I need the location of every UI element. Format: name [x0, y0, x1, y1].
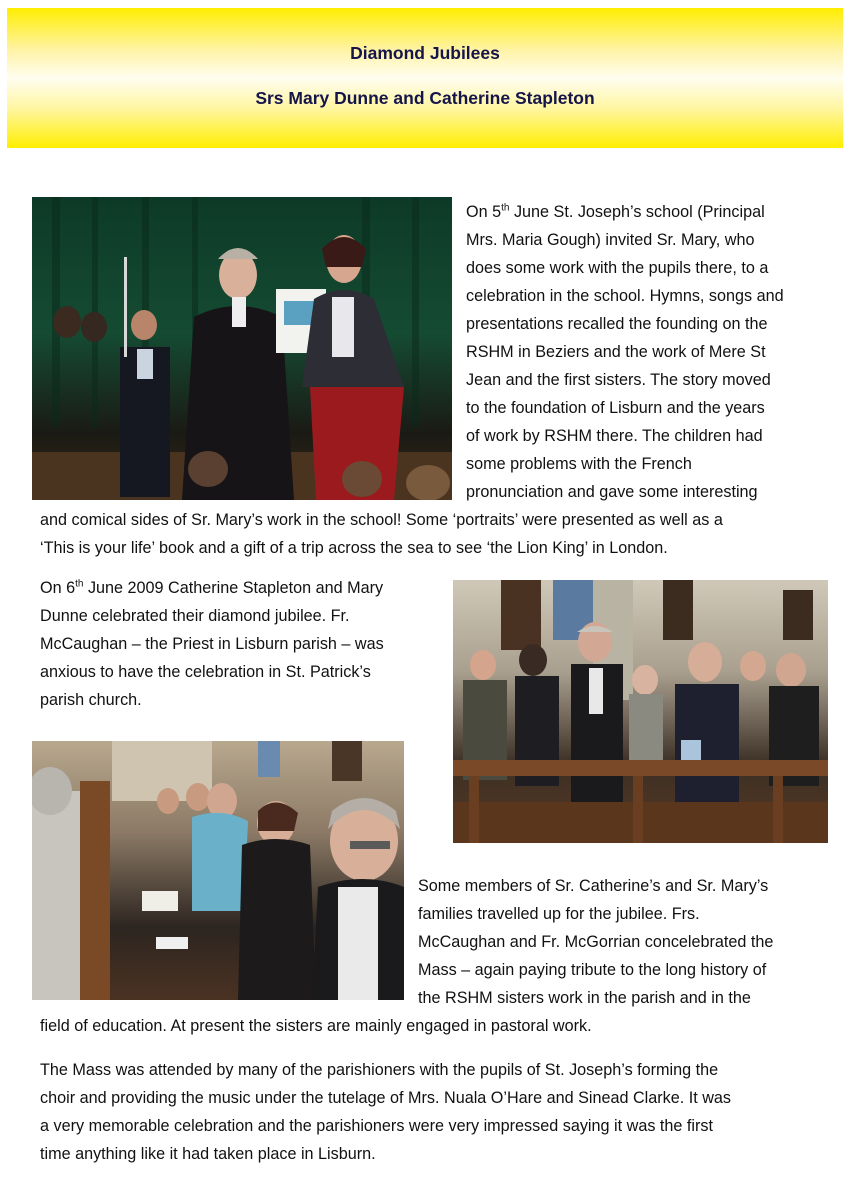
text-line: presentations recalled the founding on the	[466, 315, 768, 333]
text-line: does some work with the pupils there, to a	[466, 259, 769, 277]
section3-continued	[40, 1012, 592, 1040]
page-subtitle: Srs Mary Dunne and Catherine Stapleton	[255, 88, 595, 108]
text-line: a very memorable celebration and the parishioners were very impressed saying it was the first	[40, 1117, 713, 1135]
text-line: The Mass was attended by many of the parishioners with the pupils of St. Joseph’s forming the	[40, 1061, 719, 1079]
text-line: the RSHM sisters work in the parish and in the	[418, 989, 751, 1007]
text-line: RSHM in Beziers and the work of Mere St	[466, 343, 766, 361]
text-line: and comical sides of Sr. Mary’s work in the school! Some ‘portraits’ were presented as well as a	[40, 511, 723, 529]
text-line: of work by RSHM there. The children had	[466, 427, 763, 445]
church-congregation-photo	[453, 580, 828, 843]
text-line: time anything like it had taken place in Lisburn.	[40, 1145, 376, 1163]
text-line: families travelled up for the jubilee. Frs.	[418, 905, 700, 923]
text-line: some problems with the French	[466, 455, 692, 473]
text-line: ‘This is your life’ book and a gift of a trip across the sea to see ‘the Lion King’ in London.	[40, 539, 668, 557]
section2-jubilee	[40, 574, 384, 714]
text-line: choir and providing the music under the tutelage of Mrs. Nuala O’Hare and Sinead Clarke. It was	[40, 1089, 732, 1107]
text-line: pronunciation and gave some interesting	[466, 483, 758, 501]
text-line: field of education. At present the sisters are mainly engaged in pastoral work.	[40, 1017, 592, 1035]
text-line: McCaughan – the Priest in Lisburn parish – was	[40, 635, 384, 653]
text-line: Dunne celebrated their diamond jubilee. Fr.	[40, 607, 350, 625]
text-line: celebration in the school. Hymns, songs and	[466, 287, 784, 305]
school-celebration-photo	[32, 197, 452, 500]
text-line: to the foundation of Lisburn and the years	[466, 399, 765, 417]
section1-intro	[466, 198, 784, 506]
section1-continued	[40, 506, 723, 562]
text-line: Mrs. Maria Gough) invited Sr. Mary, who	[466, 231, 755, 249]
text-line: McCaughan and Fr. McGorrian concelebrated the	[418, 933, 774, 951]
text-line: Some members of Sr. Catherine’s and Sr. Mary’s	[418, 877, 769, 895]
page-title: Diamond Jubilees	[350, 43, 500, 63]
family-pews-photo	[32, 741, 404, 1000]
text-line: On 6th June 2009 Catherine Stapleton and Mary	[40, 578, 384, 597]
text-line: Mass – again paying tribute to the long history of	[418, 961, 767, 979]
title-banner	[7, 8, 843, 148]
text-line: parish church.	[40, 691, 142, 709]
text-line: On 5th June St. Joseph’s school (Principal	[466, 202, 765, 221]
text-line: Jean and the first sisters. The story moved	[466, 371, 771, 389]
section3-families	[418, 872, 773, 1012]
text-line: anxious to have the celebration in St. Patrick’s	[40, 663, 371, 681]
section4-mass	[40, 1056, 731, 1168]
